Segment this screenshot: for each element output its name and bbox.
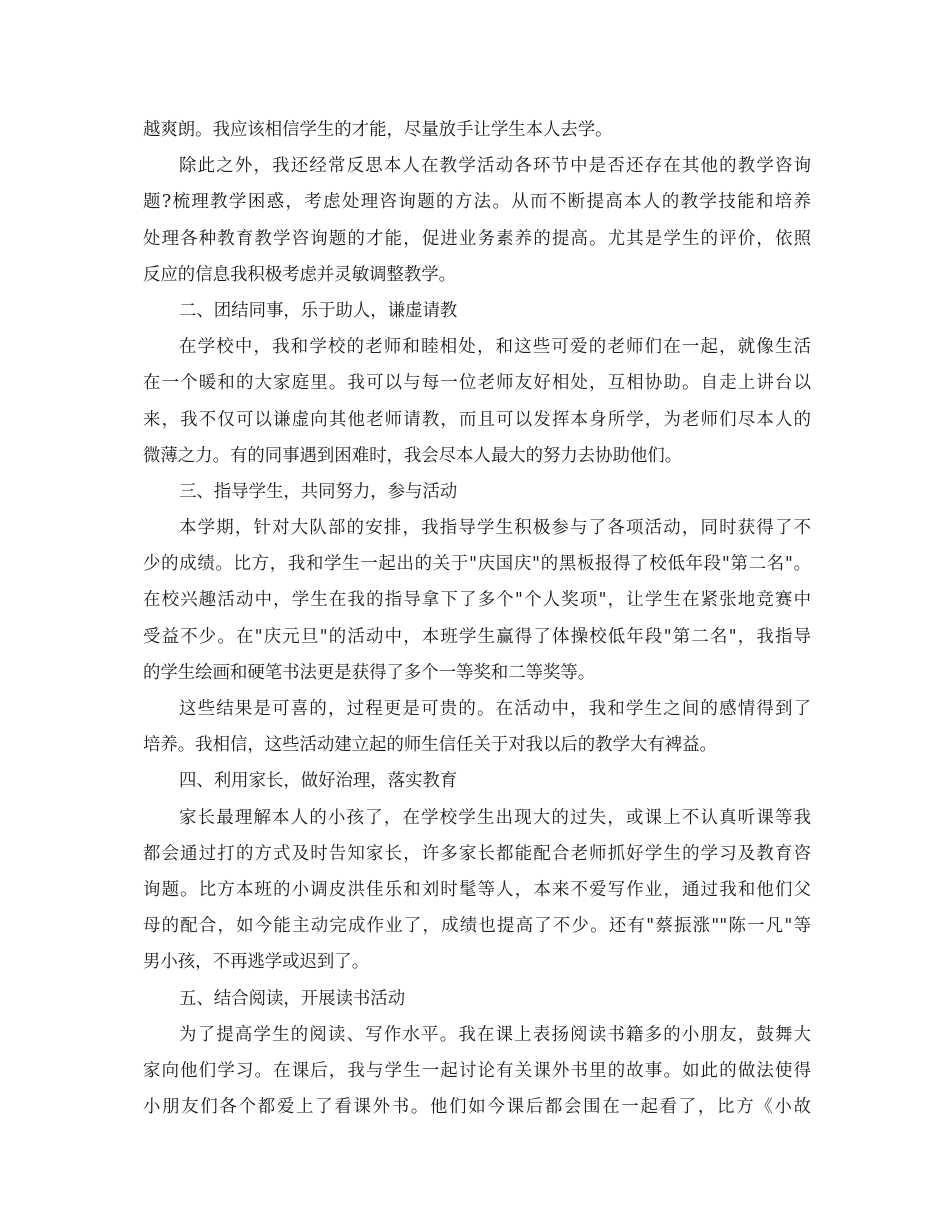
text-line: 在一个暖和的大家庭里。我可以与每一位老师友好相处，互相协助。自走上讲台以 — [143, 373, 811, 394]
text-line: 二、团结同事，乐于助人，谦虚请教 — [179, 300, 458, 321]
text-line: 为了提高学生的阅读、写作水平。我在课上表扬阅读书籍多的小朋友，鼓舞大 — [179, 1024, 811, 1045]
text-line: 询题。比方本班的小调皮洪佳乐和刘时髦等人，本来不爱写作业，通过我和他们父 — [143, 879, 811, 900]
text-line: 都会通过打的方式及时告知家长，许多家长都能配合老师抓好学生的学习及教育咨 — [143, 843, 811, 864]
text-line: 四、利用家长，做好治理，落实教育 — [179, 771, 458, 792]
text-line: 反应的信息我积极考虑并灵敏调整教学。 — [143, 264, 457, 285]
text-line: 母的配合，如今能主动完成作业了，成绩也提高了不少。还有"蔡振涨""陈一凡"等 — [143, 916, 811, 937]
text-line: 本学期，针对大队部的安排，我指导学生积极参与了各项活动，同时获得了不 — [179, 518, 811, 539]
text-line: 这些结果是可喜的，过程更是可贵的。在活动中，我和学生之间的感情得到了 — [179, 699, 811, 719]
text-line: 培养。我相信，这些活动建立起的师生信任关于对我以后的教学大有裨益。 — [143, 735, 717, 756]
text-line: 微薄之力。有的同事遇到困难时，我会尽本人最大的努力去协助他们。 — [143, 445, 683, 466]
text-line: 处理各种教育教学咨询题的才能，促进业务素养的提高。尤其是学生的评价，依照 — [143, 228, 811, 249]
text-line: 除此之外，我还经常反思本人在教学活动各环节中是否还存在其他的教学咨询 — [179, 156, 811, 177]
text-line: 的学生绘画和硬笔书法更是获得了多个一等奖和二等奖等。 — [143, 662, 596, 683]
text-line: 三、指导学生，共同努力，参与活动 — [179, 481, 458, 502]
text-line: 来，我不仅可以谦虚向其他老师请教，而且可以发挥本身所学，为老师们尽本人的 — [143, 409, 811, 430]
text-line: 家向他们学习。在课后，我与学生一起讨论有关课外书里的故事。如此的做法使得 — [143, 1060, 811, 1081]
text-line: 小朋友们各个都爱上了看课外书。他们如今课后都会围在一起看了，比方《小故 — [143, 1097, 811, 1118]
text-line: 越爽朗。我应该相信学生的才能，尽量放手让学生本人去学。 — [143, 120, 613, 140]
text-line: 男小孩，不再逃学或迟到了。 — [143, 952, 370, 973]
document-body — [143, 112, 811, 1125]
text-line: 在校兴趣活动中，学生在我的指导拿下了多个"个人奖项"，让学生在紧张地竞赛中 — [143, 590, 811, 611]
text-line: 少的成绩。比方，我和学生一起出的关于"庆国庆"的黑板报得了校低年段"第二名"。 — [143, 554, 811, 575]
text-line: 题?梳理教学困惑，考虑处理咨询题的方法。从而不断提高本人的教学技能和培养 — [143, 192, 811, 213]
text-line: 五、结合阅读，开展读书活动 — [179, 988, 406, 1009]
text-line: 在学校中，我和学校的老师和睦相处，和这些可爱的老师们在一起，就像生活 — [179, 337, 811, 358]
text-line: 家长最理解本人的小孩了，在学校学生出现大的过失，或课上不认真听课等我 — [179, 807, 811, 828]
text-line: 受益不少。在"庆元旦"的活动中，本班学生赢得了体操校低年段"第二名"，我指导 — [143, 626, 811, 647]
